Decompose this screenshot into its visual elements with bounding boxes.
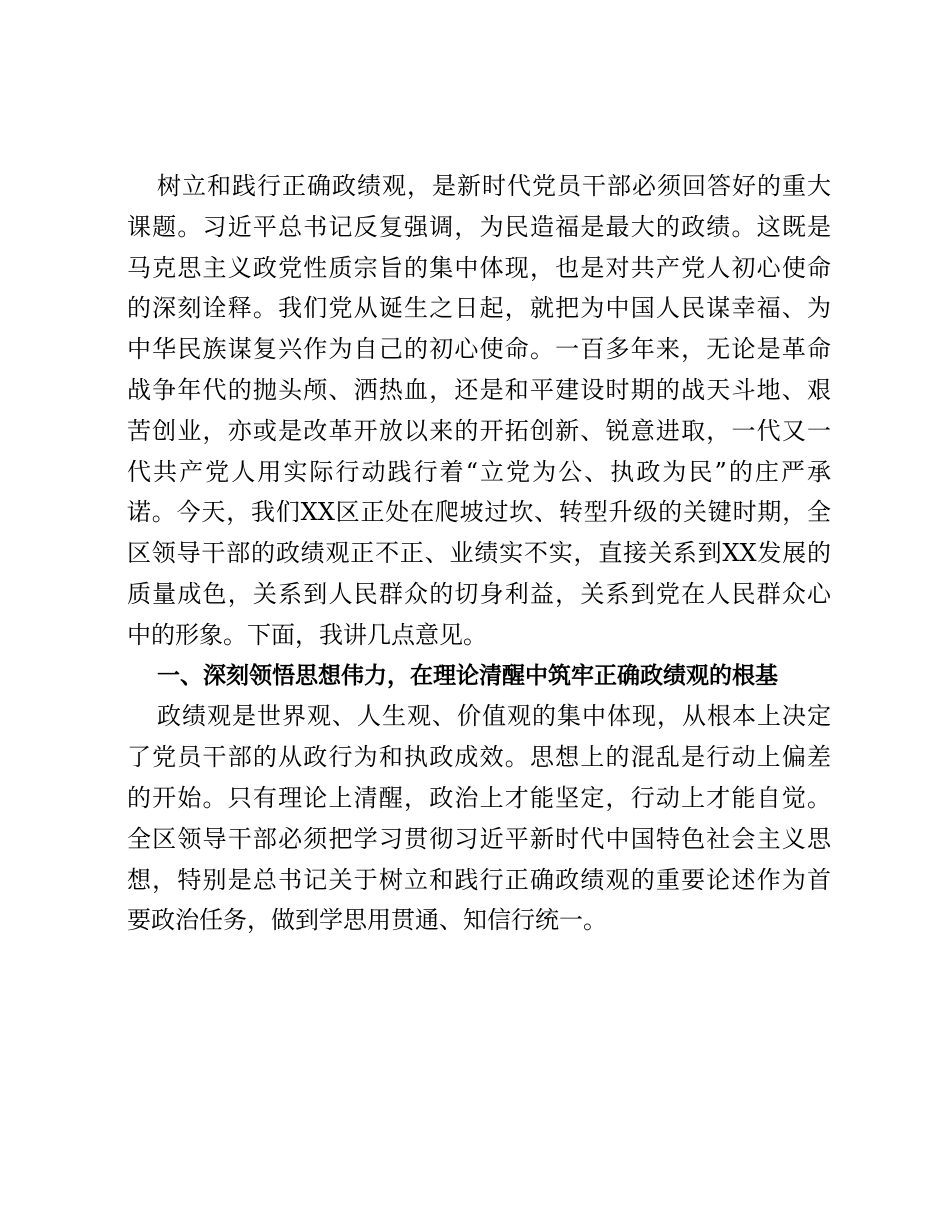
text-line: 的深刻诠释。我们党从诞生之日起，就把为中国人民谋幸福、为 <box>127 294 831 323</box>
text-line: 政绩观是世界观、人生观、价值观的集中体现，从根本上决定 <box>157 702 831 731</box>
heading-text: 一、深刻领悟思想伟力，在理论清醒中筑牢正确政绩观的根基 <box>157 662 778 689</box>
text-line: 课题。习近平总书记反复强调，为民造福是最大的政绩。这既是 <box>127 212 831 241</box>
text-line: 了党员干部的从政行为和执政成效。思想上的混乱是行动上偏差 <box>127 743 831 772</box>
document-page <box>127 166 831 941</box>
text-line: 诺。今天，我们XX区正处在爬坡过坎、转型升级的关键时期，全 <box>127 498 831 527</box>
section-heading <box>127 656 831 697</box>
text-line: 中的形象。下面，我讲几点意见。 <box>127 620 487 649</box>
text-line: 全区领导干部必须把学习贯彻习近平新时代中国特色社会主义思 <box>127 824 831 853</box>
text-line: 的开始。只有理论上清醒，政治上才能坚定，行动上才能自觉。 <box>127 783 831 812</box>
text-line: 想，特别是总书记关于树立和践行正确政绩观的重要论述作为首 <box>127 865 831 894</box>
section-paragraph <box>127 696 831 941</box>
text-line: 苦创业，亦或是改革开放以来的开拓创新、锐意进取，一代又一 <box>127 416 831 445</box>
text-line: 区领导干部的政绩观正不正、业绩实不实，直接关系到XX发展的 <box>127 539 831 568</box>
intro-paragraph <box>127 166 831 656</box>
text-line: 树立和践行正确政绩观，是新时代党员干部必须回答好的重大 <box>157 172 831 200</box>
text-line: 要政治任务，做到学思用贯通、知信行统一。 <box>127 906 607 935</box>
text-line: 中华民族谋复兴作为自己的初心使命。一百多年来，无论是革命 <box>127 335 831 364</box>
text-line: 战争年代的抛头颅、洒热血，还是和平建设时期的战天斗地、艰 <box>127 375 831 404</box>
text-line: 质量成色，关系到人民群众的切身利益，关系到党在人民群众心 <box>127 579 831 608</box>
text-line: 代共产党人用实际行动践行着“立党为公、执政为民”的庄严承 <box>127 457 831 486</box>
text-line: 马克思主义政党性质宗旨的集中体现，也是对共产党人初心使命 <box>127 253 831 282</box>
